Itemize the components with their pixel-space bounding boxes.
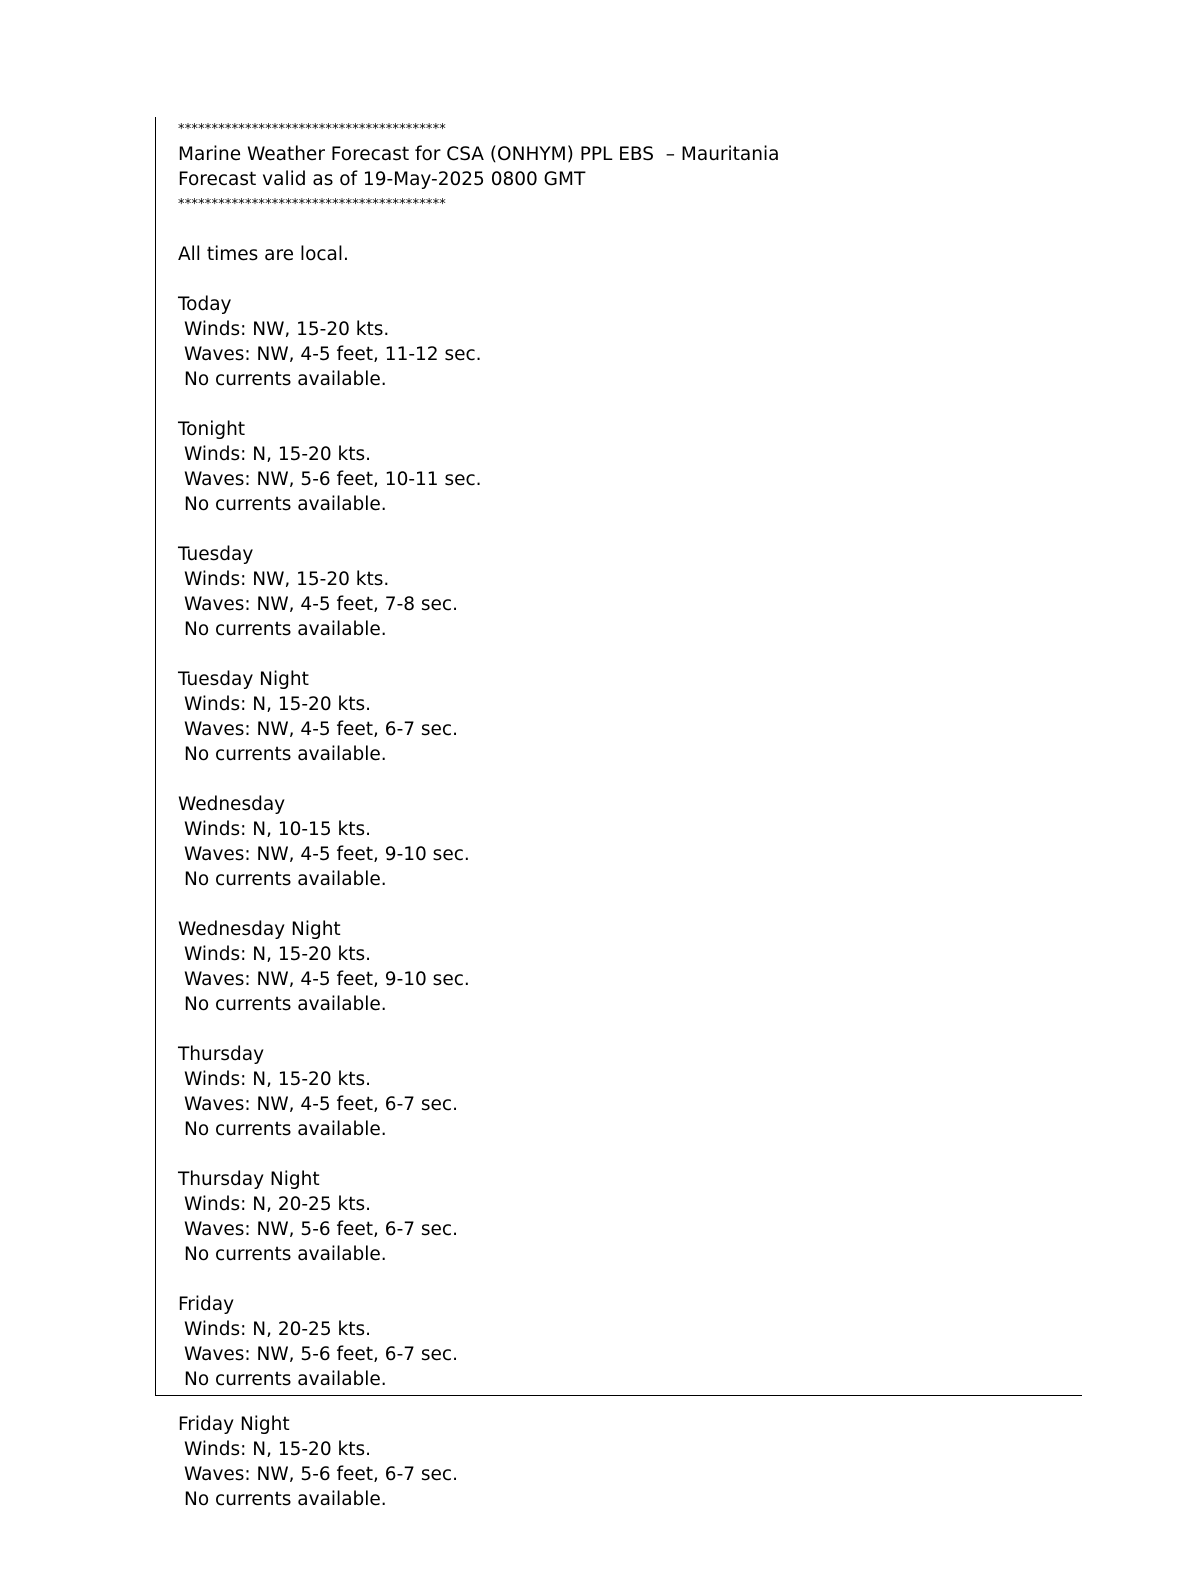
frame-left-border xyxy=(155,117,156,1396)
period-name: Tuesday xyxy=(178,544,254,565)
period-waves: Waves: NW, 4-5 feet, 9-10 sec. xyxy=(184,844,470,865)
period-block-tuesday xyxy=(178,542,1058,667)
spacer xyxy=(178,767,1058,792)
period-name: Friday xyxy=(178,1294,235,1315)
period-waves: Waves: NW, 4-5 feet, 6-7 sec. xyxy=(184,719,458,740)
period-currents: No currents available. xyxy=(184,1369,387,1390)
period-name: Thursday xyxy=(178,1044,265,1065)
period-waves: Waves: NW, 4-5 feet, 6-7 sec. xyxy=(184,1094,458,1115)
period-waves: Waves: NW, 5-6 feet, 6-7 sec. xyxy=(184,1344,458,1365)
spacer xyxy=(178,217,1058,242)
frame-bottom-border xyxy=(155,1395,1082,1396)
period-name: Today xyxy=(178,294,232,315)
header-stars-top: **************************************** xyxy=(178,122,446,137)
period-currents: No currents available. xyxy=(184,494,387,515)
period-currents: No currents available. xyxy=(184,1119,387,1140)
period-block-friday-night xyxy=(178,1412,1058,1512)
period-waves: Waves: NW, 5-6 feet, 6-7 sec. xyxy=(184,1464,458,1485)
period-waves: Waves: NW, 4-5 feet, 7-8 sec. xyxy=(184,594,458,615)
period-currents: No currents available. xyxy=(184,744,387,765)
period-name: Tuesday Night xyxy=(178,669,309,690)
period-winds: Winds: NW, 15-20 kts. xyxy=(184,319,390,340)
period-winds: Winds: N, 15-20 kts. xyxy=(184,694,371,715)
period-name: Thursday Night xyxy=(178,1169,320,1190)
period-winds: Winds: N, 15-20 kts. xyxy=(184,444,371,465)
period-winds: Winds: N, 20-25 kts. xyxy=(184,1319,371,1340)
spacer xyxy=(178,1142,1058,1167)
period-block-thursday xyxy=(178,1042,1058,1167)
period-name: Friday Night xyxy=(178,1414,290,1435)
period-currents: No currents available. xyxy=(184,869,387,890)
period-waves: Waves: NW, 4-5 feet, 11-12 sec. xyxy=(184,344,482,365)
period-winds: Winds: N, 15-20 kts. xyxy=(184,944,371,965)
period-winds: Winds: N, 15-20 kts. xyxy=(184,1069,371,1090)
period-block-wednesday-night xyxy=(178,917,1058,1042)
spacer xyxy=(178,1017,1058,1042)
spacer xyxy=(178,892,1058,917)
period-block-wednesday xyxy=(178,792,1058,917)
times-note: All times are local. xyxy=(178,244,349,265)
spacer xyxy=(178,267,1058,292)
period-block-friday xyxy=(178,1292,1058,1392)
period-name: Wednesday xyxy=(178,794,286,815)
header-stars-bottom: **************************************** xyxy=(178,197,446,212)
period-winds: Winds: N, 10-15 kts. xyxy=(184,819,371,840)
period-currents: No currents available. xyxy=(184,369,387,390)
period-currents: No currents available. xyxy=(184,619,387,640)
period-block-today xyxy=(178,292,1058,417)
period-name: Wednesday Night xyxy=(178,919,341,940)
period-waves: Waves: NW, 5-6 feet, 6-7 sec. xyxy=(184,1219,458,1240)
period-currents: No currents available. xyxy=(184,1489,387,1510)
period-block-tuesday-night xyxy=(178,667,1058,792)
period-name: Tonight xyxy=(178,419,246,440)
forecast-title: Marine Weather Forecast for CSA (ONHYM) PPL EBS – Mauritania xyxy=(178,144,780,165)
forecast-continuation xyxy=(178,1412,1058,1512)
period-block-thursday-night xyxy=(178,1167,1058,1292)
spacer xyxy=(178,392,1058,417)
period-winds: Winds: N, 15-20 kts. xyxy=(184,1439,371,1460)
spacer xyxy=(178,1267,1058,1292)
spacer xyxy=(178,517,1058,542)
period-block-tonight xyxy=(178,417,1058,542)
forecast-body xyxy=(178,117,1058,1392)
period-winds: Winds: NW, 15-20 kts. xyxy=(184,569,390,590)
period-currents: No currents available. xyxy=(184,994,387,1015)
forecast-valid-time: Forecast valid as of 19-May-2025 0800 GMT xyxy=(178,169,586,190)
period-winds: Winds: N, 20-25 kts. xyxy=(184,1194,371,1215)
spacer xyxy=(178,642,1058,667)
period-waves: Waves: NW, 4-5 feet, 9-10 sec. xyxy=(184,969,470,990)
period-currents: No currents available. xyxy=(184,1244,387,1265)
period-waves: Waves: NW, 5-6 feet, 10-11 sec. xyxy=(184,469,482,490)
